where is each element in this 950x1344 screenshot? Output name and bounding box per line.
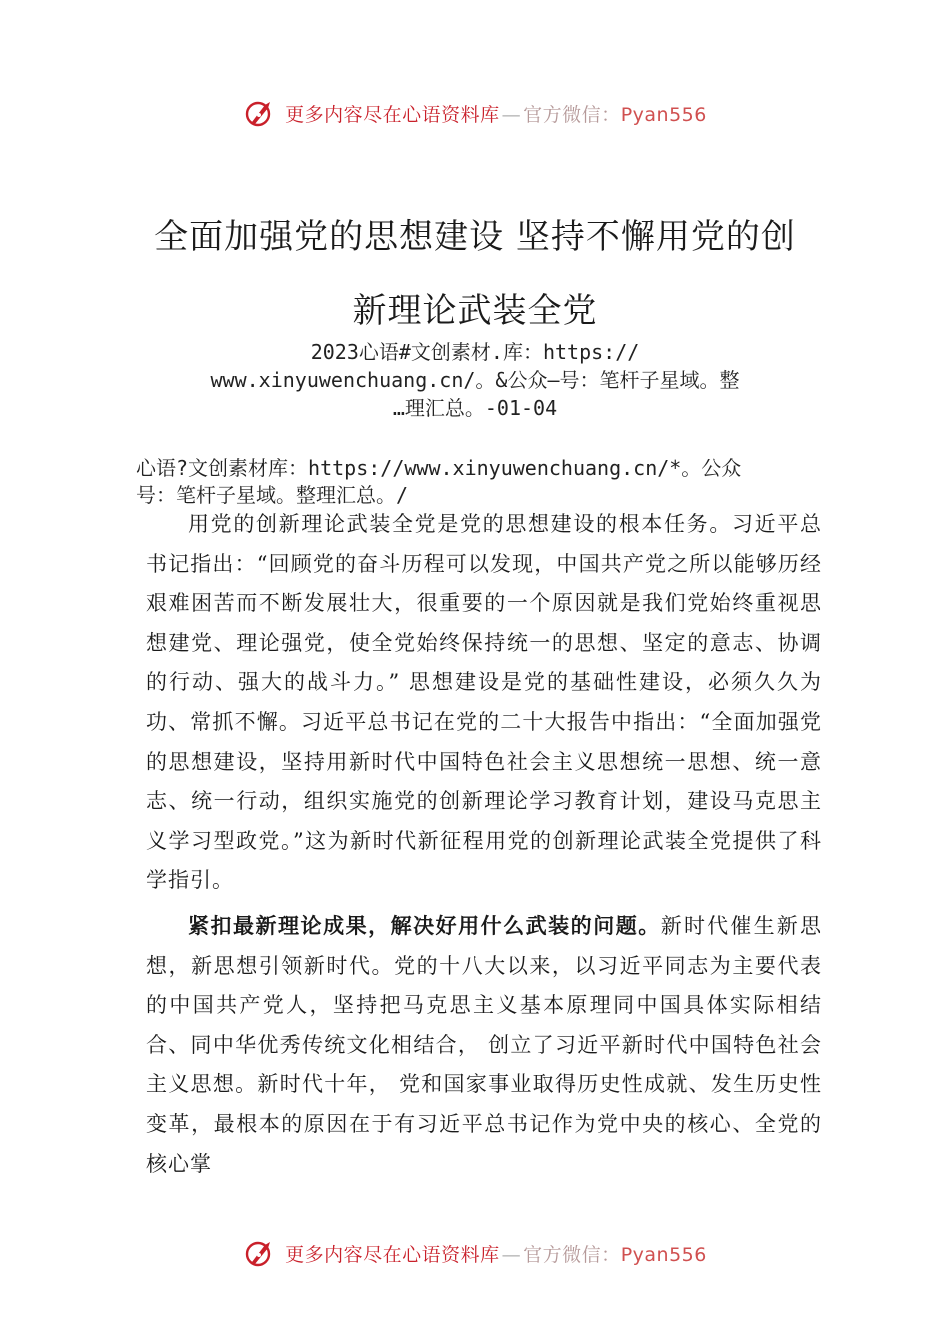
watermark-text [285, 1240, 707, 1267]
source-note [136, 455, 826, 509]
document-meta [150, 338, 800, 422]
title-line-1: 全面加强党的思想建设 坚持不懈用党的创 [154, 217, 796, 257]
paragraph-1: 用党的创新理论武装全党是党的思想建设的根本任务。习近平总书记指出：“回顾党的奋斗历程可以发现，中国共产党之所以能够历经艰难困苦而不断发展壮大，很重要的一个原因就是我们党始终重视思想建党、理论强党，使全党始终保持统一的思想、坚定的意志、协调的行动、强大的战斗力。” 思想建设是党的基础性建设，必须久久为功、常抓不懈。习近平总书记在党的二十大报告中指出：“全面加强党的思想建设，坚持用新时代中国特色社会主义思想统一思想、统一意志、统一行动，组织实施党的创新理论学习教育计划，建设马克思主义学习型政党。”这为新时代新征程用党的创新理论武装全党提供了科学指引。 [146, 512, 822, 893]
watermark-wechat-id: Pyan556 [620, 103, 707, 126]
watermark-dash: — [501, 1243, 522, 1266]
document-title [120, 200, 830, 348]
pen-nib-logo-icon [243, 96, 277, 130]
watermark-banner-top [0, 96, 950, 130]
meta-line-1: 2023心语#文创素材.库：https:// [310, 340, 640, 364]
watermark-wechat-label: 官方微信： [523, 1243, 621, 1266]
watermark-main: 更多内容尽在心语资料库 [285, 1243, 500, 1266]
watermark-wechat-label: 官方微信： [523, 103, 621, 126]
title-line-2: 新理论武装全党 [352, 291, 598, 331]
document-body [146, 505, 822, 1184]
watermark-wechat-id: Pyan556 [620, 1243, 707, 1266]
watermark-dash: — [501, 103, 522, 126]
paragraph-2-heading: 紧扣最新理论成果，解决好用什么武装的问题。 [188, 913, 661, 938]
watermark-main: 更多内容尽在心语资料库 [285, 103, 500, 126]
pen-nib-logo-icon [243, 1236, 277, 1270]
meta-line-3: …理汇总。-01-04 [392, 396, 558, 420]
source-line-2: 号：笔杆子星域。整理汇总。/ [136, 483, 409, 507]
source-line-1: 心语?文创素材库：https://www.xinyuwenchuang.cn/*。公众 [136, 456, 742, 480]
meta-line-2: www.xinyuwenchuang.cn/。&公众—号：笔杆子星域。整 [210, 368, 740, 392]
paragraph-2 [146, 907, 822, 1184]
paragraph-2-text: 新时代催生新思想，新思想引领新时代。党的十八大以来，以习近平同志为主要代表的中国共产党人，坚持把马克思主义基本原理同中国具体实际相结合、同中华优秀传统文化相结合， 创立了习近平新时代中国特色社会主义思想。新时代十年， 党和国家事业取得历史性成就、发生历史性变革，最根本的原因在于有习近平总书记作为党中央的核心、全党的核心掌 [146, 913, 822, 1176]
watermark-banner-bottom [0, 1236, 950, 1270]
watermark-text [285, 100, 707, 127]
